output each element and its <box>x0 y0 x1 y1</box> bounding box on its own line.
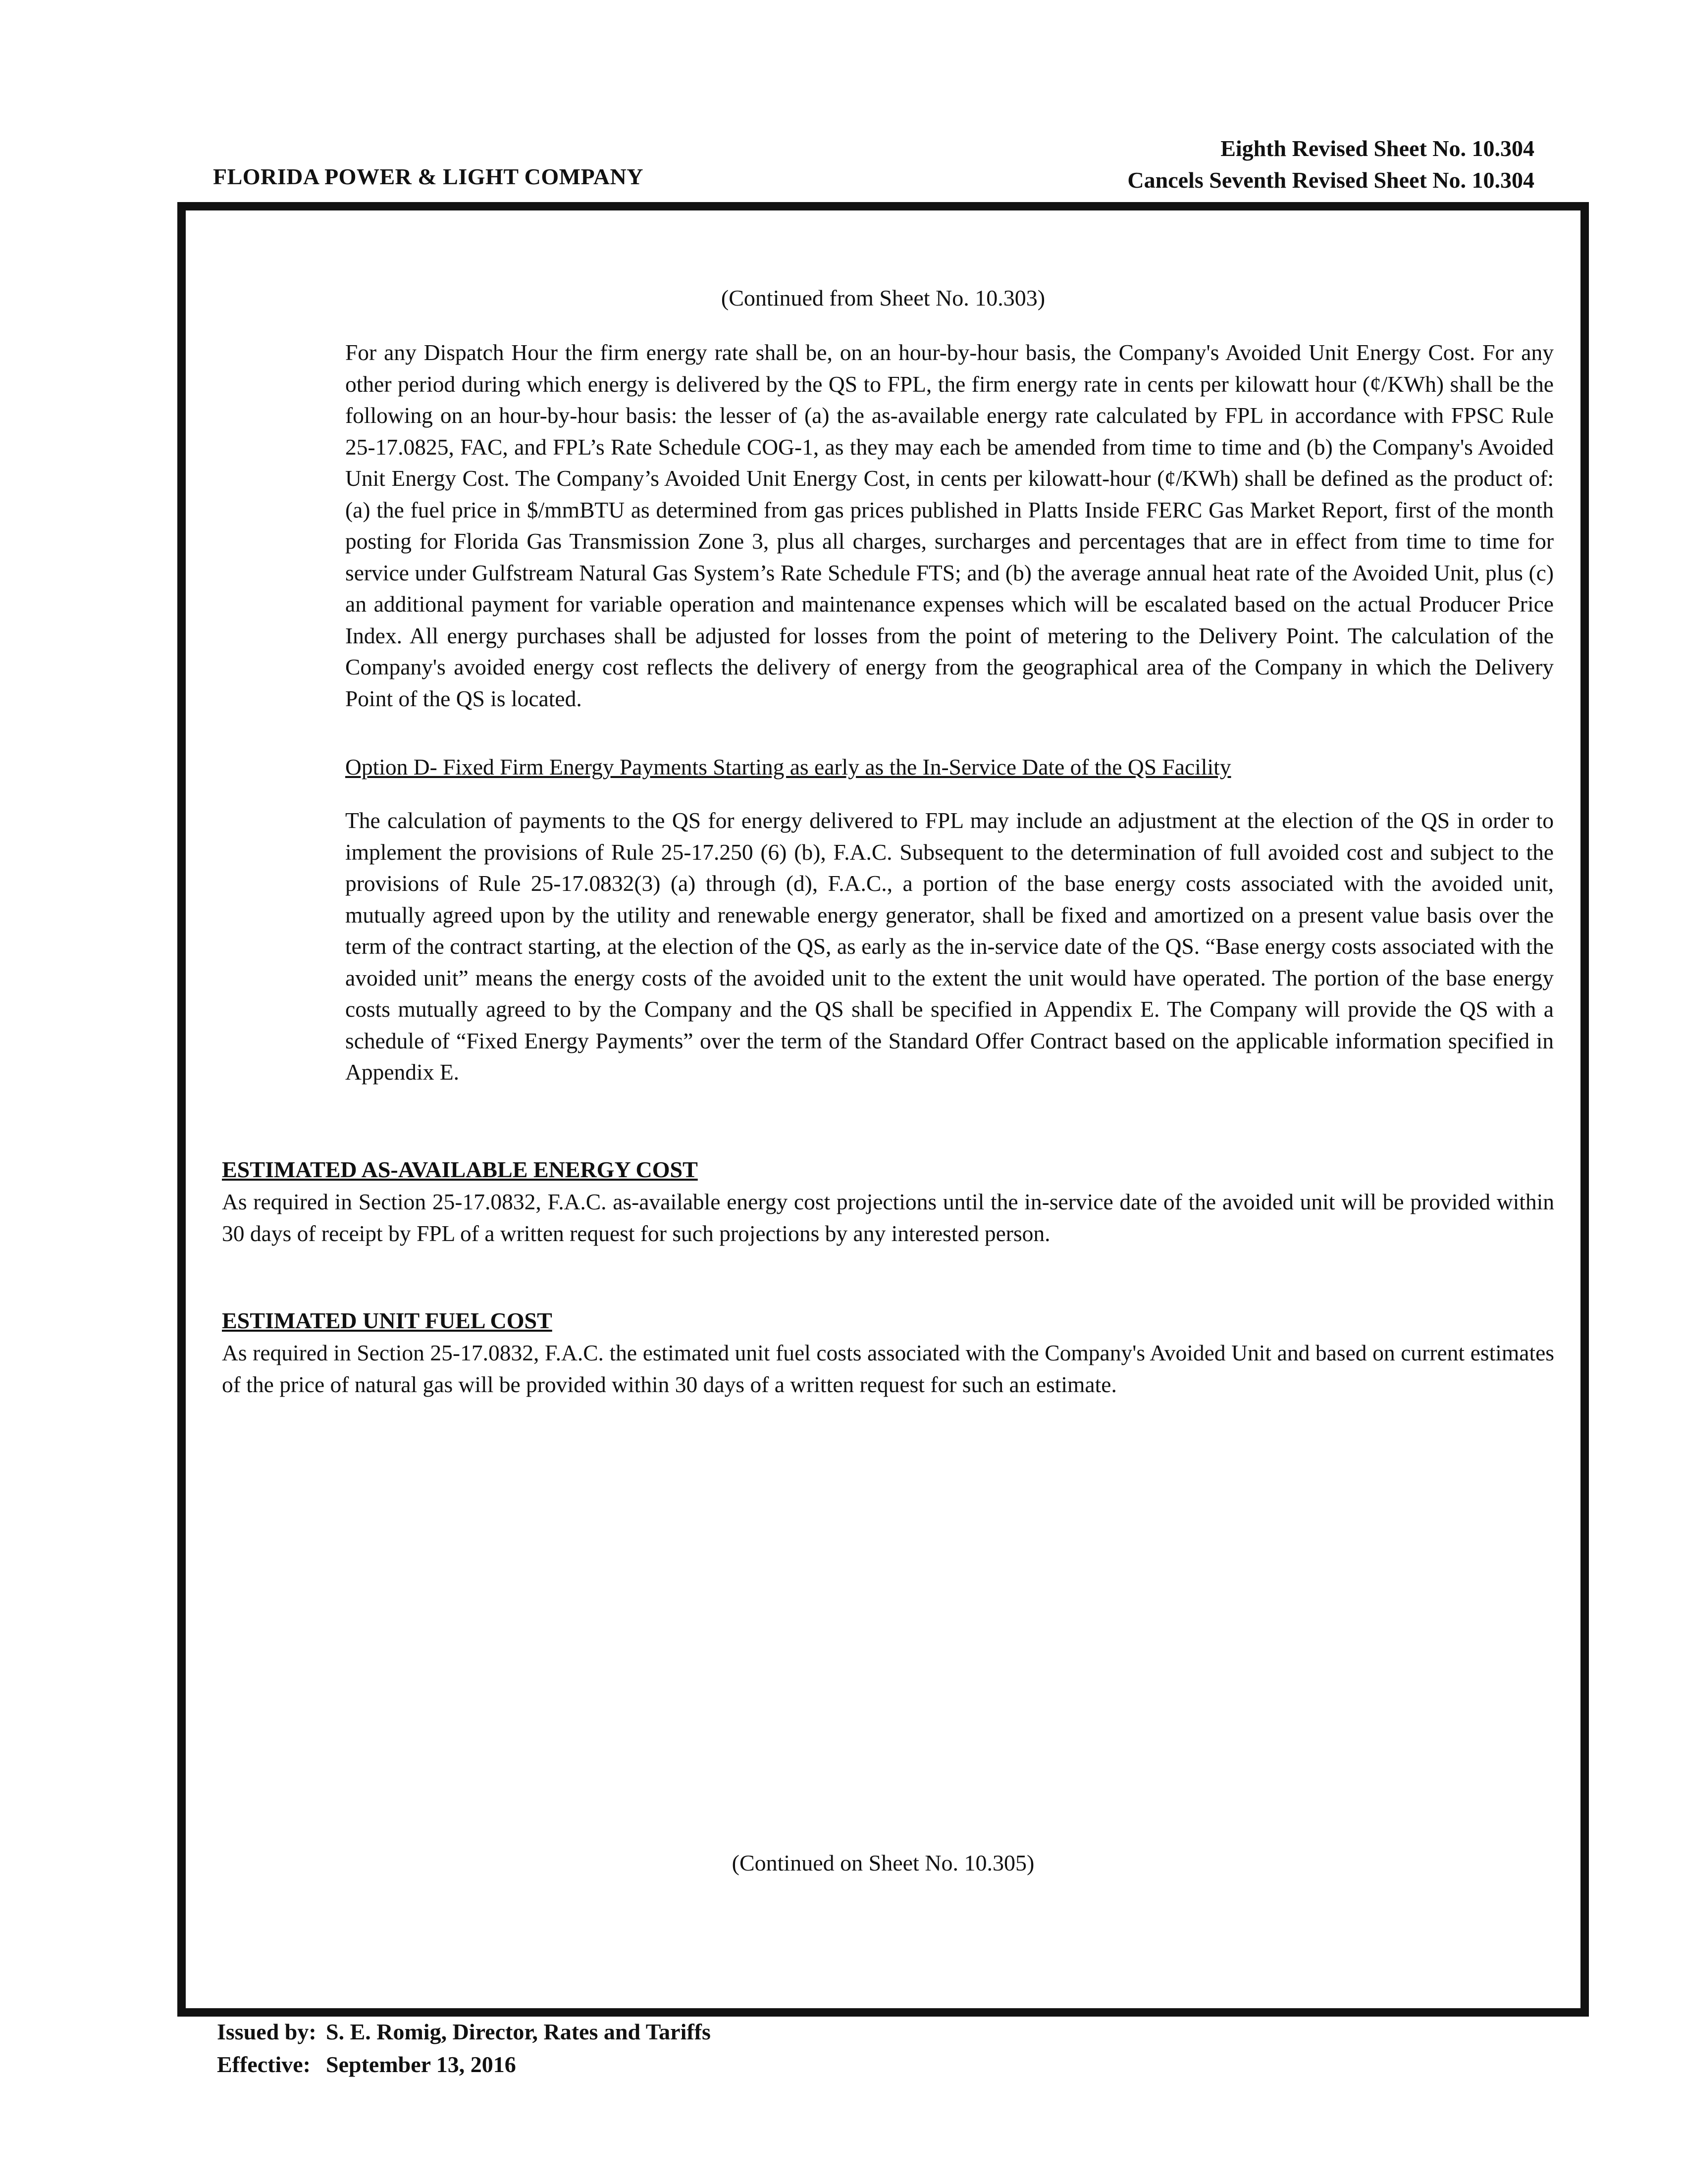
firm-energy-rate-paragraph: For any Dispatch Hour the firm energy rate shall be, on an hour-by-hour basis, the Company's Avoided Unit Energy Cost. For any other period during which energy is delivered by the QS to FPL, the firm energy rate in cents per kilowatt hour (¢/KWh) shall be the following on an hour-by-hour basis: the lesser of (a) the as-available energy rate calculated by FPL in accordance with FPSC Rule 25-17.0825, FAC, and FPL’s Rate Schedule COG-1, as they may each be amended from time to time and (b) the Company's Avoided Unit Energy Cost. The Company’s Avoided Unit Energy Cost, in cents per kilowatt-hour (¢/KWh) shall be defined as the product of: (a) the fuel price in $/mmBTU as determined from gas prices published in Platts Inside FERC Gas Market Report, first of the month posting for Florida Gas Transmission Zone 3, plus all charges, surcharges and percentages that are in effect from time to time for service under Gulfstream Natural Gas System’s Rate Schedule FTS; and (b) the average annual heat rate of the Avoided Unit, plus (c) an additional payment for variable operation and maintenance expenses which will be escalated based on the actual Producer Price Index. All energy purchases shall be adjusted for losses from the point of metering to the Delivery Point. The calculation of the Company's avoided energy cost reflects the delivery of energy from the geographical area of the Company in which the Delivery Point of the QS is located. <box>345 340 1554 711</box>
sheet-title: Eighth Revised Sheet No. 10.304 <box>1220 136 1534 161</box>
cancels-sheet: Cancels Seventh Revised Sheet No. 10.304 <box>1127 167 1534 193</box>
continued-on: (Continued on Sheet No. 10.305) <box>732 1850 1035 1875</box>
company-name: FLORIDA POWER & LIGHT COMPANY <box>213 164 643 189</box>
effective-value: September 13, 2016 <box>326 2052 516 2077</box>
continued-from: (Continued from Sheet No. 10.303) <box>721 285 1046 311</box>
unit-fuel-cost-text: As required in Section 25-17.0832, F.A.C. the estimated unit fuel costs associated with the Company's Avoided Unit and based on current estimates of the price of natural gas will be provided within 30 days of a written request for such an estimate. <box>222 1340 1554 1397</box>
issuance-footer <box>217 2016 711 2081</box>
issued-by-line <box>217 2016 711 2048</box>
fixed-energy-payments-paragraph: The calculation of payments to the QS for energy delivered to FPL may include an adjustment at the election of the QS in order to implement the provisions of Rule 25-17.250 (6) (b), F.A.C. Subsequent to the determination of full avoided cost and subject to the provisions of Rule 25-17.0832(3) (a) through (d), F.A.C., a portion of the base energy costs associated with the avoided unit, mutually agreed upon by the utility and renewable energy generator, shall be fixed and amortized on a present value basis over the term of the contract starting, at the election of the QS, as early as the in-service date of the QS. “Base energy costs associated with the avoided unit” means the energy costs of the avoided unit to the extent the unit would have operated. The portion of the base energy costs mutually agreed to by the Company and the QS shall be specified in Appendix E. The Company will provide the QS with a schedule of “Fixed Energy Payments” over the term of the Standard Offer Contract based on the applicable information specified in Appendix E. <box>345 808 1554 1085</box>
as-available-energy-cost-heading: ESTIMATED AS-AVAILABLE ENERGY COST <box>222 1157 698 1182</box>
effective-label: Effective: <box>217 2052 311 2077</box>
tariff-frame <box>177 202 1589 2017</box>
sheet-info <box>1127 133 1534 196</box>
issued-by-value: S. E. Romig, Director, Rates and Tariffs <box>326 2019 711 2044</box>
issued-by-label: Issued by: <box>217 2019 316 2044</box>
as-available-energy-cost-text: As required in Section 25-17.0832, F.A.C. as-available energy cost projections until the in-service date of the avoided unit will be provided within 30 days of receipt by FPL of a written request for such projections by any interested person. <box>222 1189 1554 1246</box>
unit-fuel-cost-heading: ESTIMATED UNIT FUEL COST <box>222 1308 552 1333</box>
effective-line <box>217 2048 711 2081</box>
option-d-heading: Option D- Fixed Firm Energy Payments Starting as early as the In-Service Date of the QS Facility <box>345 754 1231 780</box>
